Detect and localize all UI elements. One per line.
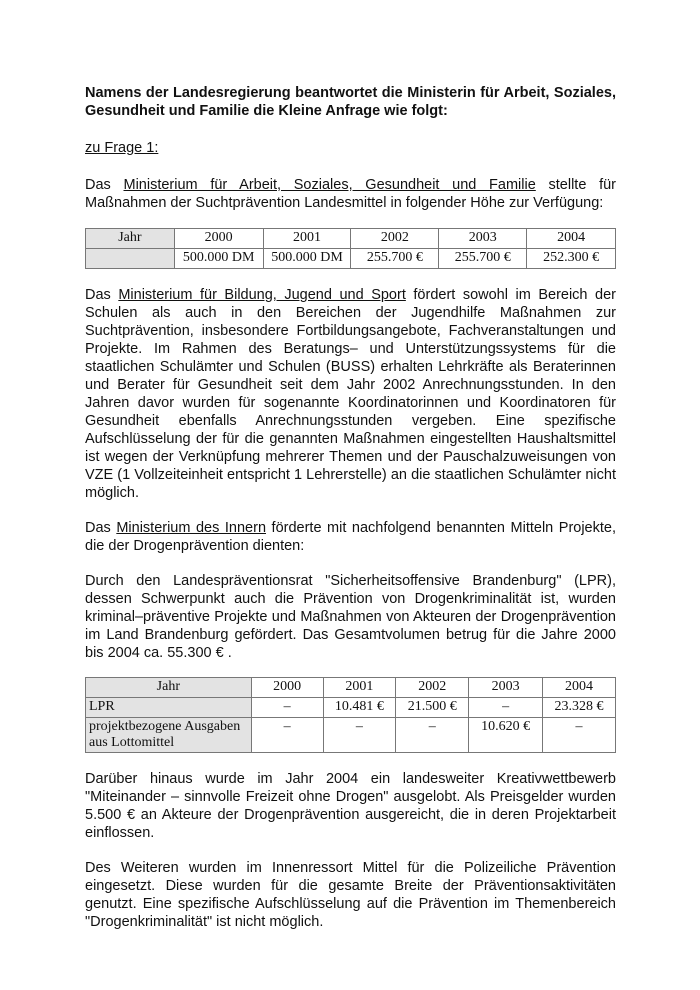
table-row bbox=[86, 698, 616, 718]
table-cell: ‒ bbox=[251, 718, 323, 753]
table-cell: 2002 bbox=[396, 678, 469, 698]
table-cell: 255.700 € bbox=[351, 249, 439, 269]
table-cell: 2002 bbox=[351, 229, 439, 249]
table-cell: 21.500 € bbox=[396, 698, 469, 718]
paragraph-suffix: förderte mit nachfolgend benannten Mitteln Projekte, die der Drogenprävention dienten: bbox=[85, 520, 616, 554]
paragraph-lpr: Durch den Landespräventionsrat "Sicherheitsoffensive Brandenburg" (LPR), dessen Schwerpunkt auch die Prävention von Drogenkriminalität ist, wurden kriminal‒präventive Projekte und Maßnahmen von Akteuren der Drogenprävention im Land Brandenburg gefördert. Das Gesamtvolumen betrug für die Jahre 2000 bis 2004 ca. 55.300 € . bbox=[85, 573, 616, 661]
section-label bbox=[85, 139, 616, 157]
section-label-text: zu Frage 1: bbox=[85, 140, 159, 156]
ministry-name-mi: Ministerium des Innern bbox=[116, 520, 267, 536]
table-cell: 255.700 € bbox=[439, 249, 527, 269]
paragraph-competition: Darüber hinaus wurde im Jahr 2004 ein landesweiter Kreativwettbewerb "Miteinander ‒ sinnvolle Freizeit ohne Drogen" ausgelobt. Als Preisgelder wurden 5.500 € an Akteure der Drogenprävention ausgereicht, die in deren Projektarbeit einflossen. bbox=[85, 771, 616, 841]
table-cell: projektbezogene Ausgaben aus Lottomittel bbox=[86, 718, 252, 753]
table-cell: Jahr bbox=[86, 229, 175, 249]
table-cell: 2000 bbox=[174, 229, 263, 249]
paragraph-mbjs bbox=[85, 286, 616, 502]
table-cell: Jahr bbox=[86, 678, 252, 698]
paragraph-mi bbox=[85, 519, 616, 555]
document-heading: Namens der Landesregierung beantwortet die Ministerin für Arbeit, Soziales, Gesundheit und Familie die Kleine Anfrage wie folgt: bbox=[85, 85, 616, 119]
table-cell: 2004 bbox=[527, 229, 616, 249]
ministry-name-masgf: Ministerium für Arbeit, Soziales, Gesundheit und Familie bbox=[123, 177, 536, 193]
table-cell: 2000 bbox=[251, 678, 323, 698]
table-cell: 10.620 € bbox=[469, 718, 543, 753]
table-cell: 2004 bbox=[543, 678, 616, 698]
table-cell: ‒ bbox=[469, 698, 543, 718]
table-cell: ‒ bbox=[323, 718, 396, 753]
table-cell: ‒ bbox=[543, 718, 616, 753]
table-header-row bbox=[86, 229, 616, 249]
paragraph-suffix: stellte für Maßnahmen der Suchtprävention Landesmittel in folgender Höhe zur Verfügung: bbox=[85, 177, 617, 211]
paragraph-suffix: fördert sowohl im Bereich der Schulen als auch in den Bereichen der Jugendhilfe Maßnahmen zur Suchtprävention, insbesondere Fortbildungsangebote, Fachveranstaltungen und Projekte. Im Rahmen des Beratungs‒ und Unterstützungssystems für die staatlichen Schulämter und Schulen (BUSS) erhalten Lehrkräfte als Beraterinnen und Berater für Gesundheit seit dem Jahr 2002 Anrechnungsstunden. In den Jahren davor wurden für sogenannte Koordinatorinnen und Koordinatoren für Gesundheit ebenfalls Anrechnungsstunden vergeben. Eine spezifische Aufschlüsselung der für die genannten Maßnahmen eingestellten Haushaltsmittel ist wegen der Verknüpfung mehrerer Themen und der Pauschalzuweisungen von VZE (1 Vollzeiteinheit entspricht 1 Lehrerstelle) an die staatlichen Schulämter nicht möglich. bbox=[85, 287, 616, 501]
table-row bbox=[86, 249, 616, 269]
table-cell: 500.000 DM bbox=[263, 249, 351, 269]
table-cell: ‒ bbox=[251, 698, 323, 718]
table-cell: 500.000 DM bbox=[174, 249, 263, 269]
paragraph-prefix: Das bbox=[85, 287, 119, 303]
table-cell: 23.328 € bbox=[543, 698, 616, 718]
table-header-row bbox=[86, 678, 616, 698]
table-cell: ‒ bbox=[396, 718, 469, 753]
table-cell: LPR bbox=[86, 698, 252, 718]
table-cell: 10.481 € bbox=[323, 698, 396, 718]
paragraph-prefix: Das bbox=[85, 520, 117, 536]
table-cell: 2001 bbox=[323, 678, 396, 698]
table-cell: 2003 bbox=[469, 678, 543, 698]
table-cell bbox=[86, 249, 175, 269]
table-cell: 2003 bbox=[439, 229, 527, 249]
table-row bbox=[86, 718, 616, 753]
paragraph-police-prevention: Des Weiteren wurden im Innenressort Mittel für die Polizeiliche Prävention eingesetzt. Diese wurden für die gesamte Breite der Präventionsaktivitäten genutzt. Eine spezifische Aufschlüsselung auf die Prävention im Themenbereich "Drogenkriminalität" ist nicht möglich. bbox=[85, 860, 616, 930]
document-page bbox=[85, 84, 616, 931]
table-cell: 252.300 € bbox=[527, 249, 616, 269]
funding-table-mi bbox=[85, 677, 616, 753]
paragraph-prefix: Das bbox=[85, 177, 124, 193]
table-cell: 2001 bbox=[263, 229, 351, 249]
funding-table-masgf bbox=[85, 228, 616, 269]
paragraph-masgf bbox=[85, 176, 616, 212]
ministry-name-mbjs: Ministerium für Bildung, Jugend und Sport bbox=[118, 287, 406, 303]
